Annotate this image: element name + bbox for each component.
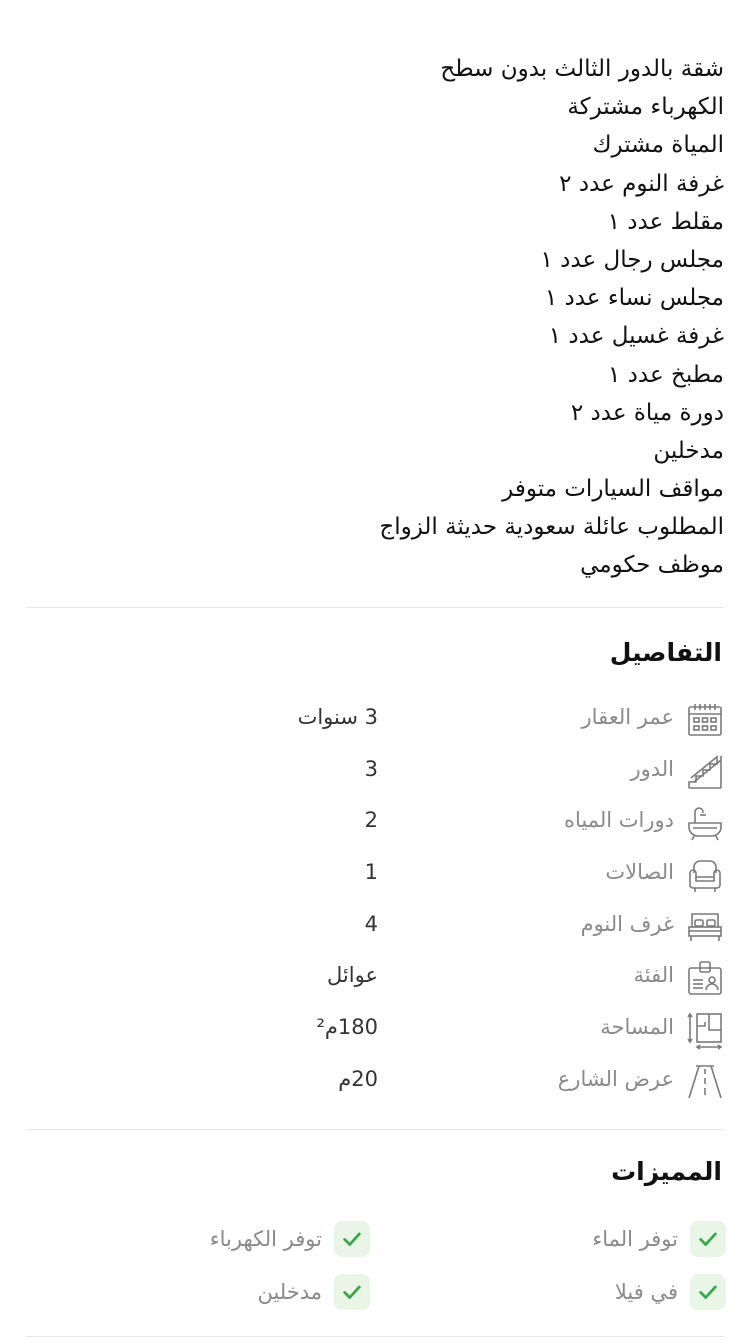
- description-line: المطلوب عائلة سعودية حديثة الزواج: [379, 514, 724, 541]
- features-section-title: المميزات: [611, 1157, 722, 1186]
- detail-value: 3 سنوات: [297, 705, 378, 729]
- section-divider: [26, 1129, 724, 1130]
- detail-value: عوائل: [327, 963, 378, 988]
- feature-item: [592, 1219, 726, 1259]
- detail-value: 1: [364, 860, 378, 885]
- detail-label: عرض الشارع: [557, 1066, 674, 1091]
- check-icon: [690, 1221, 726, 1257]
- check-icon: [334, 1221, 370, 1257]
- detail-row-bathrooms: [26, 798, 726, 850]
- check-icon: [690, 1274, 726, 1310]
- detail-row-street-width: [26, 1057, 726, 1109]
- section-divider: [26, 607, 724, 608]
- detail-row-category: [26, 953, 726, 1005]
- description-line: شقة بالدور الثالث بدون سطح: [440, 56, 724, 82]
- details-section-title: التفاصيل: [609, 638, 722, 667]
- description-line: مواقف السيارات متوفر: [502, 476, 724, 503]
- section-divider: [26, 1336, 724, 1337]
- id-badge-icon: [684, 957, 726, 999]
- check-icon: [334, 1274, 370, 1310]
- detail-label: دورات المياه: [563, 808, 674, 833]
- details-list: [26, 695, 726, 1109]
- feature-label: توفر الماء: [592, 1227, 678, 1251]
- detail-value: 180م²: [316, 1015, 378, 1040]
- feature-label: مدخلين: [257, 1280, 322, 1304]
- detail-value: 20م: [338, 1066, 378, 1091]
- detail-row-bedrooms: [26, 902, 726, 954]
- description-line: غرفة غسيل عدد ١: [548, 323, 724, 350]
- detail-value: 3: [364, 756, 378, 781]
- feature-item: [257, 1272, 370, 1312]
- detail-value: 4: [364, 911, 378, 936]
- detail-row-area: [26, 1005, 726, 1057]
- detail-label: الصالات: [605, 860, 674, 885]
- description-line: غرفة النوم عدد ٢: [559, 170, 724, 197]
- detail-label: عمر العقار: [581, 705, 674, 729]
- detail-label: الفئة: [633, 963, 674, 988]
- description-line: مجلس نساء عدد ١: [544, 285, 724, 312]
- description-line: الكهرباء مشتركة: [567, 94, 724, 121]
- description-line: مطبخ عدد ١: [608, 361, 724, 388]
- description-line: دورة مياة عدد ٢: [570, 399, 724, 426]
- detail-label: غرف النوم: [580, 911, 674, 936]
- description-block: [124, 50, 724, 585]
- detail-value: 2: [364, 808, 378, 833]
- detail-label: الدور: [630, 756, 674, 781]
- detail-row-halls: [26, 850, 726, 902]
- feature-label: في فيلا: [614, 1280, 678, 1304]
- detail-row-property-age: [26, 695, 726, 747]
- detail-label: المساحة: [600, 1015, 674, 1040]
- bed-icon: [684, 906, 726, 948]
- floor-plan-icon: [684, 1009, 726, 1051]
- description-line: مقلط عدد ١: [607, 208, 724, 235]
- calendar-icon: [684, 699, 726, 741]
- description-line: موظف حكومي: [580, 552, 724, 579]
- feature-item: [615, 1272, 726, 1312]
- stairs-icon: [684, 751, 726, 793]
- feature-label: توفر الكهرباء: [209, 1227, 322, 1251]
- armchair-icon: [684, 854, 726, 896]
- description-line: المياة مشترك: [592, 132, 724, 159]
- detail-row-floor: [26, 747, 726, 799]
- road-icon: [684, 1061, 726, 1103]
- bathtub-icon: [684, 802, 726, 844]
- description-line: مدخلين: [653, 437, 724, 464]
- description-line: مجلس رجال عدد ١: [540, 246, 724, 273]
- feature-item: [210, 1219, 370, 1259]
